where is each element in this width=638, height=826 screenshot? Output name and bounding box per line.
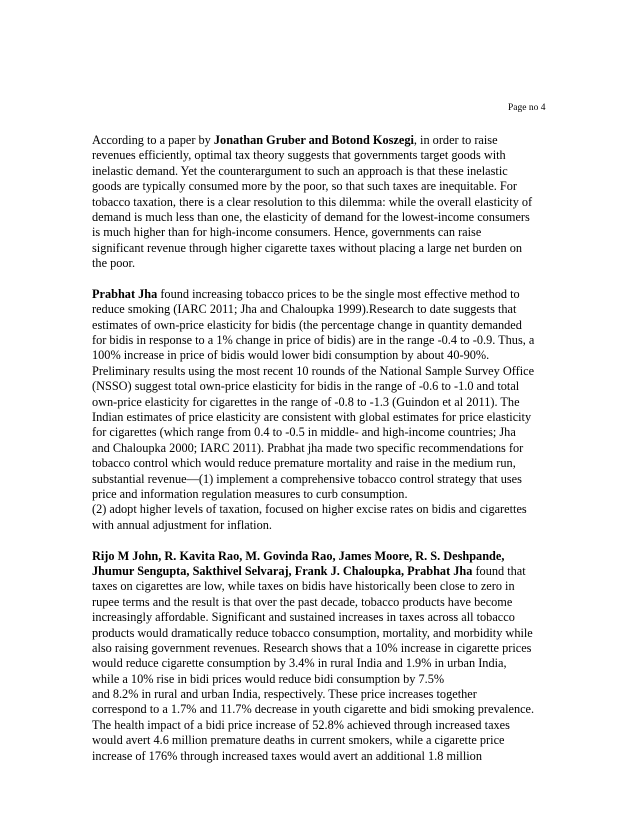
text-line: The health impact of a bidi price increase of 52.8% achieved through increased taxes <box>92 717 510 732</box>
text-line: and 8.2% in rural and urban India, respectively. These price increases together <box>92 687 477 702</box>
text-line: correspond to a 1.7% and 11.7% decrease in youth cigarette and bidi smoking prevalence. <box>92 702 535 717</box>
text-line: also raising government revenues. Research shows that a 10% increase in cigarette prices <box>92 640 532 655</box>
text-line: According to a paper by Jonathan Gruber and Botond Koszegi, in order to raise <box>92 133 498 147</box>
page-number: Page no 4 <box>508 103 546 113</box>
text-line: (NSSO) suggest total own-price elasticity for bidis in the range of -0.6 to -1.0 and total <box>92 379 520 394</box>
text-line: own-price elasticity for cigarettes in the range of -0.8 to -1.3 (Guindon et al 2011). The <box>92 394 520 409</box>
author-names: Prabhat Jha <box>92 286 158 301</box>
text-line: increasingly affordable. Significant and sustained increases in taxes across all tobacco <box>92 610 515 625</box>
text-line: rupee terms and the result is that over the past decade, tobacco products have become <box>92 594 513 609</box>
text-line: inelastic demand. Yet the counterargument to such an approach is that these inelastic <box>92 163 508 178</box>
text-line: estimates of own-price elasticity for bidis (the percentage change in quantity demanded <box>92 317 522 332</box>
text-line: price and information regulation measures to curb consumption. <box>92 486 408 501</box>
text-line: significant revenue through higher cigarette taxes without placing a large net burden on <box>92 240 523 255</box>
text-line: increase of 176% through increased taxes would avert an additional 1.8 million <box>92 748 482 763</box>
author-names: Jonathan Gruber and Botond Koszegi <box>213 133 414 147</box>
text-line: Jhumur Sengupta, Sakthivel Selvaraj, Frank J. Chaloupka, Prabhat Jha found that <box>92 563 526 578</box>
text-line: goods are typically consumed more by the poor, so that such taxes are inequitable. For <box>92 179 518 194</box>
text-line: would avert 4.6 million premature deaths in current smokers, while a cigarette price <box>92 733 505 748</box>
paragraph-gruber-koszegi <box>92 133 562 272</box>
text-line: substantial revenue—(1) implement a comprehensive tobacco control strategy that uses <box>92 471 522 486</box>
paragraph-spacer <box>92 533 562 548</box>
text-line: 100% increase in price of bidis would lower bidi consumption by about 40-90%. <box>92 348 490 363</box>
text-line <box>92 549 562 564</box>
text-line: products would dramatically reduce tobacco consumption, mortality, and morbidity while <box>92 625 533 640</box>
text-line: tobacco taxation, there is a clear resolution to this dilemma: while the overall elasticity of <box>92 194 533 209</box>
paragraph-spacer <box>92 272 562 287</box>
text-line: while a 10% rise in bidi prices would reduce bidi consumption by 7.5% <box>92 671 445 686</box>
text-line: revenues efficiently, optimal tax theory suggests that governments target goods with <box>92 148 506 163</box>
text-line: (2) adopt higher levels of taxation, focused on higher excise rates on bidis and cigarettes <box>92 502 527 517</box>
paragraph-prabhat-jha <box>92 287 562 533</box>
paragraph-john-et-al <box>92 549 562 764</box>
text-line: for cigarettes (which range from 0.4 to -0.5 in middle- and high-income countries; Jha <box>92 425 516 440</box>
text-line: with annual adjustment for inflation. <box>92 517 272 532</box>
text-line: tobacco control which would reduce premature mortality and raise in the medium run, <box>92 456 516 471</box>
text-line: reduce smoking (IARC 2011; Jha and Chaloupka 1999).Research to date suggests that <box>92 302 517 317</box>
text-line: taxes on cigarettes are low, while taxes on bidis have historically been close to zero in <box>92 579 515 594</box>
text-line: demand is much less than one, the elasticity of demand for the lowest-income consumers <box>92 209 530 224</box>
text-line: and Chaloupka 2000; IARC 2011). Prabhat jha made two specific recommendations for <box>92 440 524 455</box>
text-line: is much higher than for high-income consumers. Hence, governments can raise <box>92 225 482 240</box>
text-line: Indian estimates of price elasticity are consistent with global estimates for price elasticity <box>92 410 532 425</box>
text-line: Prabhat Jha found increasing tobacco prices to be the single most effective method to <box>92 286 520 301</box>
text-line: would reduce cigarette consumption by 3.4% in rural India and 1.9% in urban India, <box>92 656 507 671</box>
text-line: the poor. <box>92 256 136 271</box>
text-line: for bidis in response to a 1% change in price of bidis) are in the range -0.4 to -0.9. Thus, a <box>92 333 535 348</box>
author-names: Rijo M John, R. Kavita Rao, M. Govinda Rao, James Moore, R. S. Deshpande, <box>92 548 505 563</box>
text-line: Preliminary results using the most recent 10 rounds of the National Sample Survey Office <box>92 363 535 378</box>
document-body <box>92 133 562 764</box>
author-names: Jhumur Sengupta, Sakthivel Selvaraj, Frank J. Chaloupka, Prabhat Jha <box>92 563 473 578</box>
